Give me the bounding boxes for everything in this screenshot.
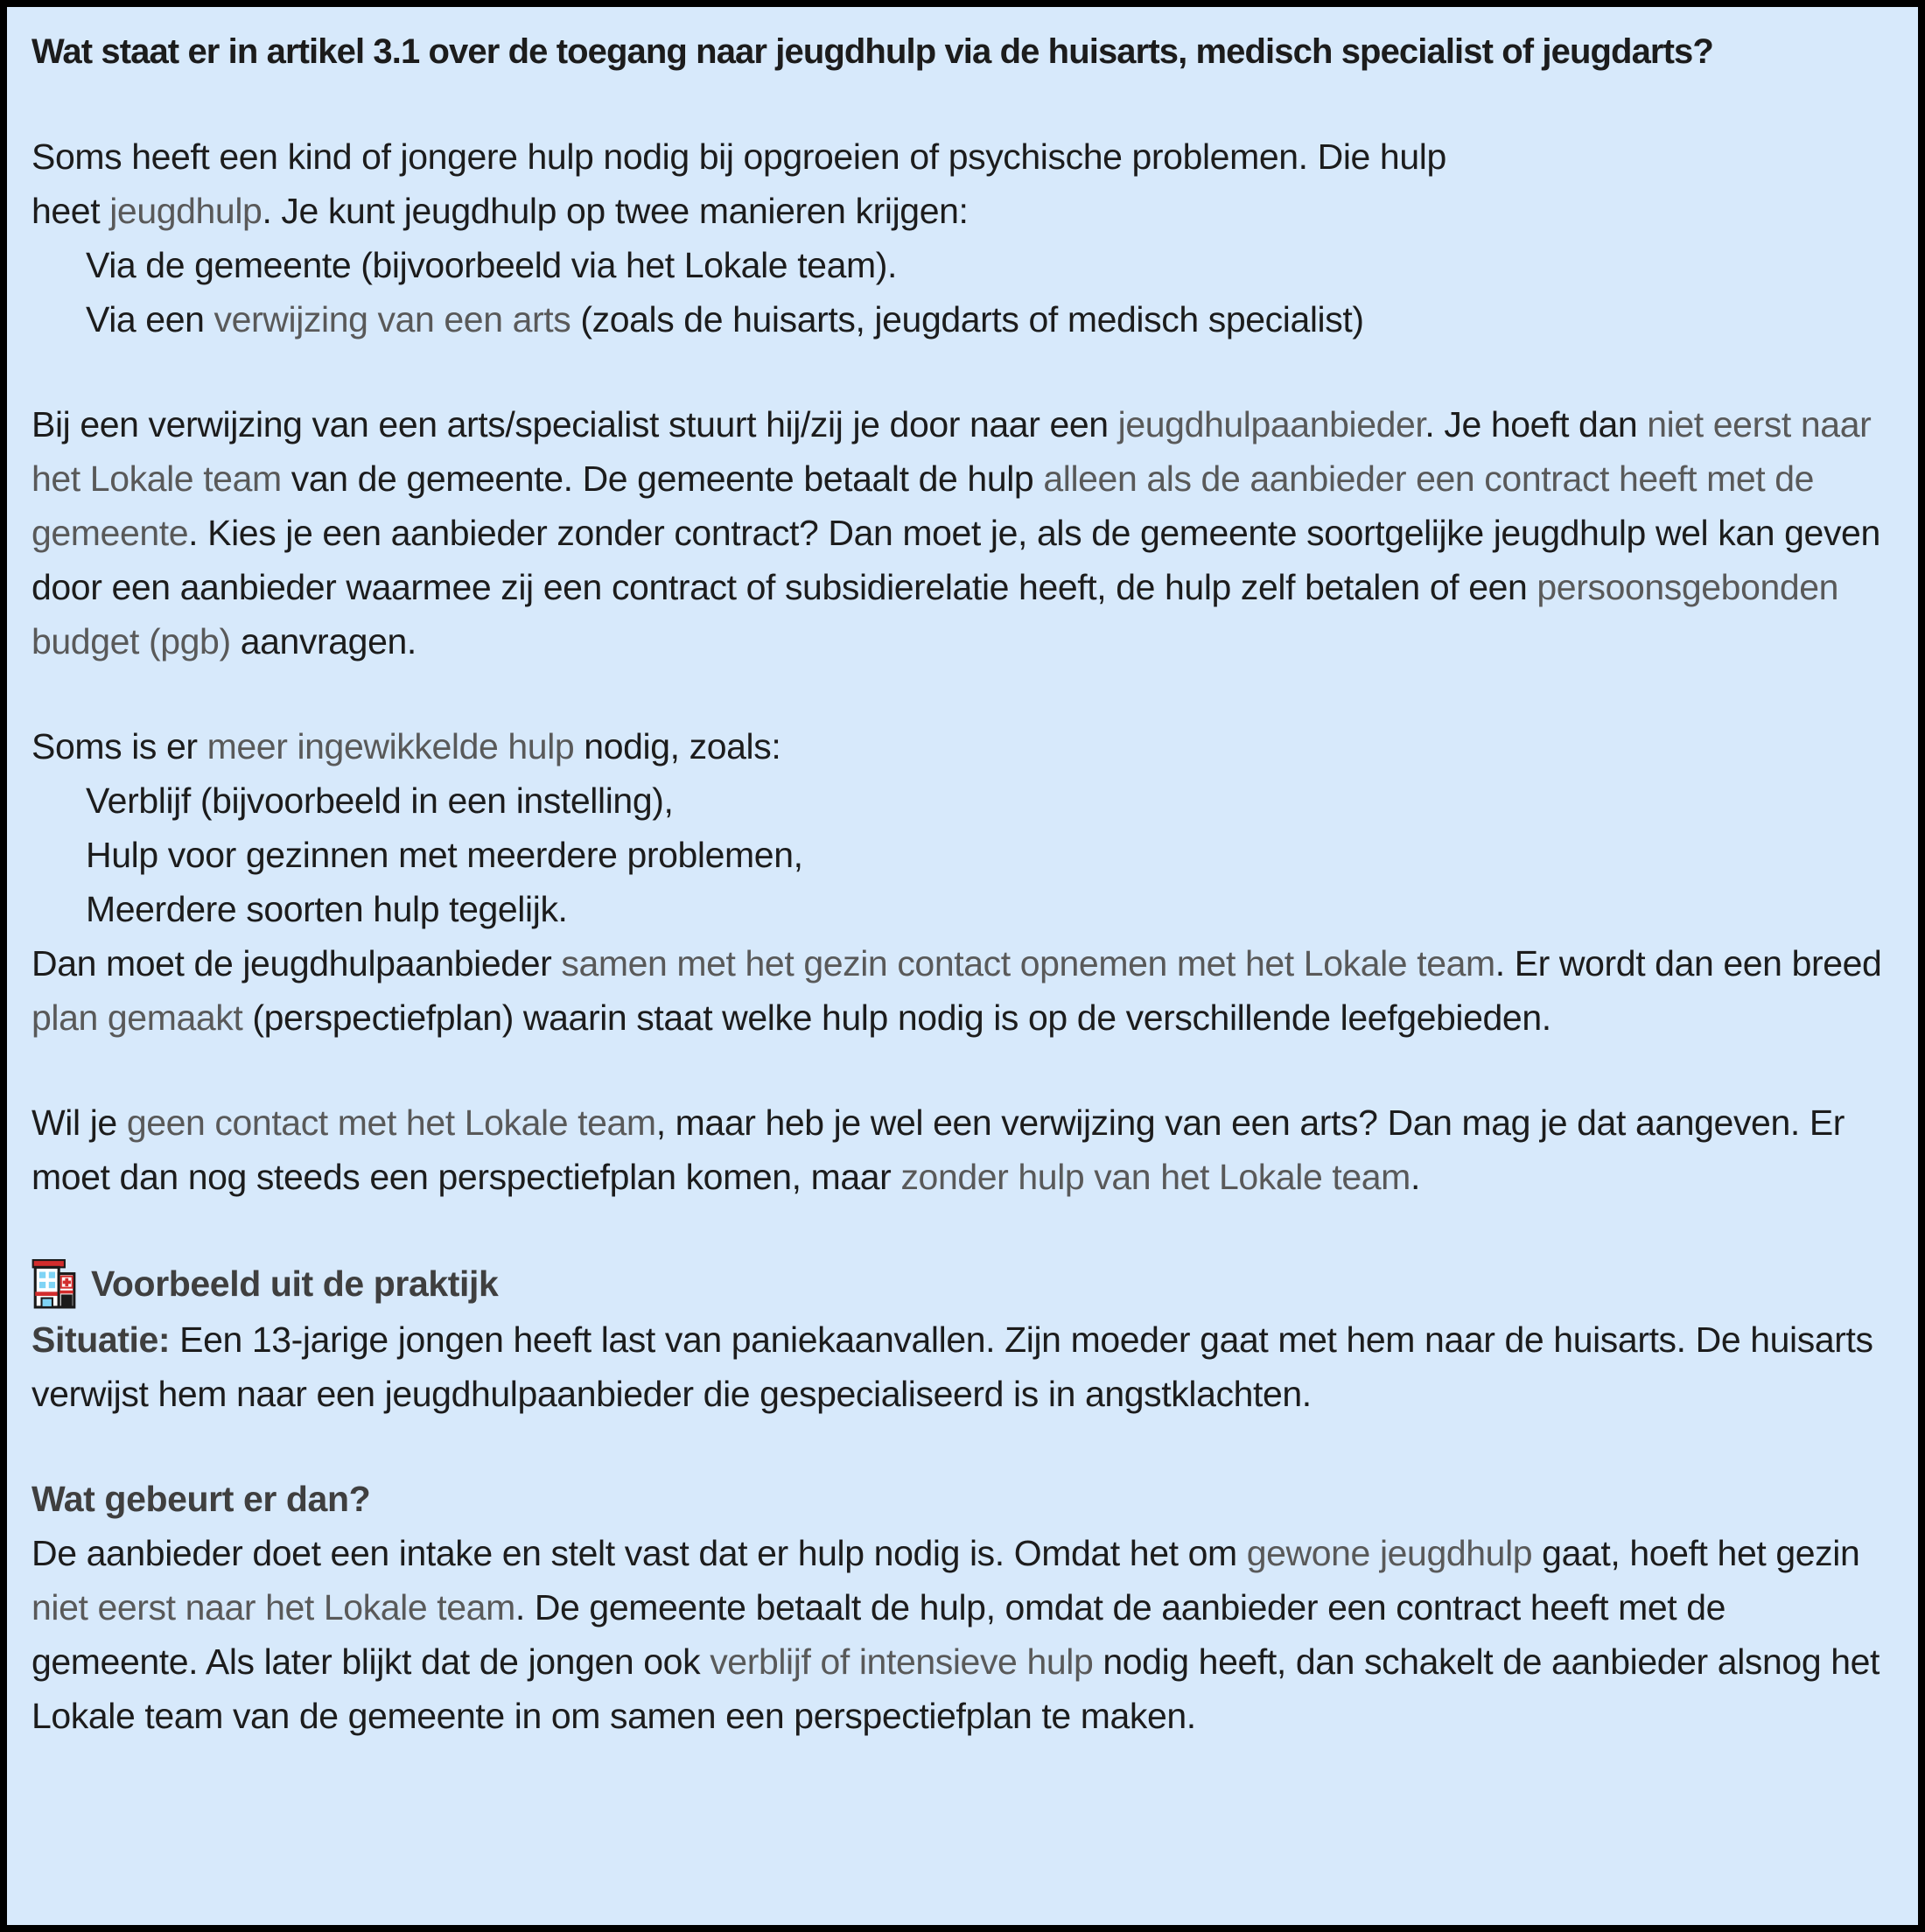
paragraph bbox=[32, 1312, 1894, 1421]
blank-line bbox=[32, 1421, 1894, 1472]
text-run: gaat, hoeft het gezin bbox=[1532, 1533, 1860, 1573]
paragraph bbox=[32, 397, 1894, 668]
text-run: Via de gemeente (bijvoorbeeld via het Lokale team). bbox=[86, 245, 897, 285]
text-run: . De gemeente betaalt de hulp, omdat de aanbieder een contract heeft met de gemeente. Als later blijkt dat de jongen ook bbox=[32, 1587, 1726, 1682]
text-run: Voorbeeld uit de praktijk bbox=[91, 1264, 499, 1304]
text-run: . Er wordt dan een breed bbox=[1494, 943, 1882, 984]
text-run: , maar heb je wel een verwijzing van een arts? Dan mag je dat aangeven. Er moet dan nog steeds een perspectiefplan komen, maar bbox=[32, 1102, 1845, 1197]
text-run: Dan moet de jeugdhulpaanbieder bbox=[32, 943, 562, 984]
text-run: niet eerst naar het Lokale team bbox=[32, 404, 1872, 499]
text-run: gewone jeugdhulp bbox=[1246, 1533, 1533, 1573]
text-run: verwijzing van een arts bbox=[214, 299, 571, 340]
text-run: verblijf of intensieve hulp bbox=[710, 1642, 1094, 1682]
text-run: jeugdhulp bbox=[109, 191, 262, 231]
paragraph bbox=[32, 1096, 1894, 1204]
text-run: samen met het gezin contact opnemen met het Lokale team bbox=[561, 943, 1495, 984]
text-run: Verblijf (bijvoorbeeld in een instelling), bbox=[86, 780, 674, 821]
list-item bbox=[32, 882, 1894, 936]
text-run: niet eerst naar het Lokale team bbox=[32, 1587, 515, 1628]
text-run: jeugdhulpaanbieder bbox=[1117, 404, 1425, 444]
blank-line bbox=[32, 346, 1894, 397]
text-run: nodig, zoals: bbox=[574, 726, 781, 766]
blank-line bbox=[32, 668, 1894, 719]
section-subheading bbox=[32, 1472, 1894, 1526]
text-run: . Je hoeft dan bbox=[1424, 404, 1648, 444]
list-item bbox=[32, 238, 1894, 292]
text-run: . Je kunt jeugdhulp op twee manieren krijgen: bbox=[262, 191, 969, 231]
text-run: Soms heeft een kind of jongere hulp nodig bij opgroeien of psychische problemen. Die hulp bbox=[32, 136, 1446, 177]
text-run: aanvragen. bbox=[230, 621, 416, 662]
paragraph bbox=[32, 130, 1894, 238]
text-run: zonder hulp van het Lokale team bbox=[900, 1157, 1410, 1197]
text-run: . Kies je een aanbieder zonder contract? Dan moet je, als de gemeente soortgelijke jeugdhulp wel kan geven door een aanbieder waarmee zij een contract of subsidierelatie heeft, de hulp zelf betalen of een bbox=[32, 513, 1880, 607]
question-title bbox=[32, 24, 1894, 79]
text-run: De aanbieder doet een intake en stelt vast dat er hulp nodig is. Omdat het om bbox=[32, 1533, 1247, 1573]
text-run: alleen als de aanbieder een contract heeft met de gemeente bbox=[32, 458, 1815, 553]
text-run: Situatie: bbox=[32, 1320, 171, 1360]
text-run: . bbox=[1410, 1157, 1420, 1197]
text-run: Wil je bbox=[32, 1102, 127, 1143]
text-run: Via een bbox=[86, 299, 214, 340]
blank-line bbox=[32, 1204, 1894, 1255]
text-run: Een 13-jarige jongen heeft last van paniekaanvallen. Zijn moeder gaat met hem naar de huisarts. De huisarts verwijst hem naar een jeugdhulpaanbieder die gespecialiseerd is in angstklachten. bbox=[32, 1320, 1873, 1414]
text-run: geen contact met het Lokale team bbox=[126, 1102, 656, 1143]
hospital-icon bbox=[32, 1258, 77, 1309]
list-item bbox=[32, 774, 1894, 828]
paragraph bbox=[32, 719, 1894, 774]
text-run: Wat staat er in artikel 3.1 over de toegang naar jeugdhulp via de huisarts, medisch specialist of jeugdarts? bbox=[32, 32, 1713, 71]
blank-line bbox=[32, 79, 1894, 130]
text-run: meer ingewikkelde hulp bbox=[206, 726, 575, 766]
text-run: (zoals de huisarts, jeugdarts of medisch specialist) bbox=[570, 299, 1364, 340]
text-run: (perspectiefplan) waarin staat welke hulp nodig is op de verschillende leefgebieden. bbox=[242, 998, 1551, 1038]
text-run: Meerdere soorten hulp tegelijk. bbox=[86, 889, 568, 929]
list-item bbox=[32, 292, 1894, 346]
text-run: heet bbox=[32, 191, 110, 231]
text-run: Soms is er bbox=[32, 726, 207, 766]
example-heading bbox=[32, 1255, 1894, 1312]
text-run: nodig heeft, dan schakelt de aanbieder alsnog het Lokale team van de gemeente in om samen een perspectiefplan te maken. bbox=[32, 1642, 1880, 1736]
paragraph bbox=[32, 936, 1894, 1045]
text-run: Wat gebeurt er dan? bbox=[32, 1479, 371, 1519]
text-run: Bij een verwijzing van een arts/specialist stuurt hij/zij je door naar een bbox=[32, 404, 1118, 444]
blank-line bbox=[32, 1045, 1894, 1096]
text-run: plan gemaakt bbox=[32, 998, 243, 1038]
document-body bbox=[32, 24, 1894, 1743]
text-run: Hulp voor gezinnen met meerdere problemen, bbox=[86, 835, 803, 875]
list-item bbox=[32, 828, 1894, 882]
text-run: van de gemeente. De gemeente betaalt de hulp bbox=[281, 458, 1044, 499]
text-run: persoonsgebonden budget (pgb) bbox=[32, 567, 1839, 662]
paragraph bbox=[32, 1526, 1894, 1743]
